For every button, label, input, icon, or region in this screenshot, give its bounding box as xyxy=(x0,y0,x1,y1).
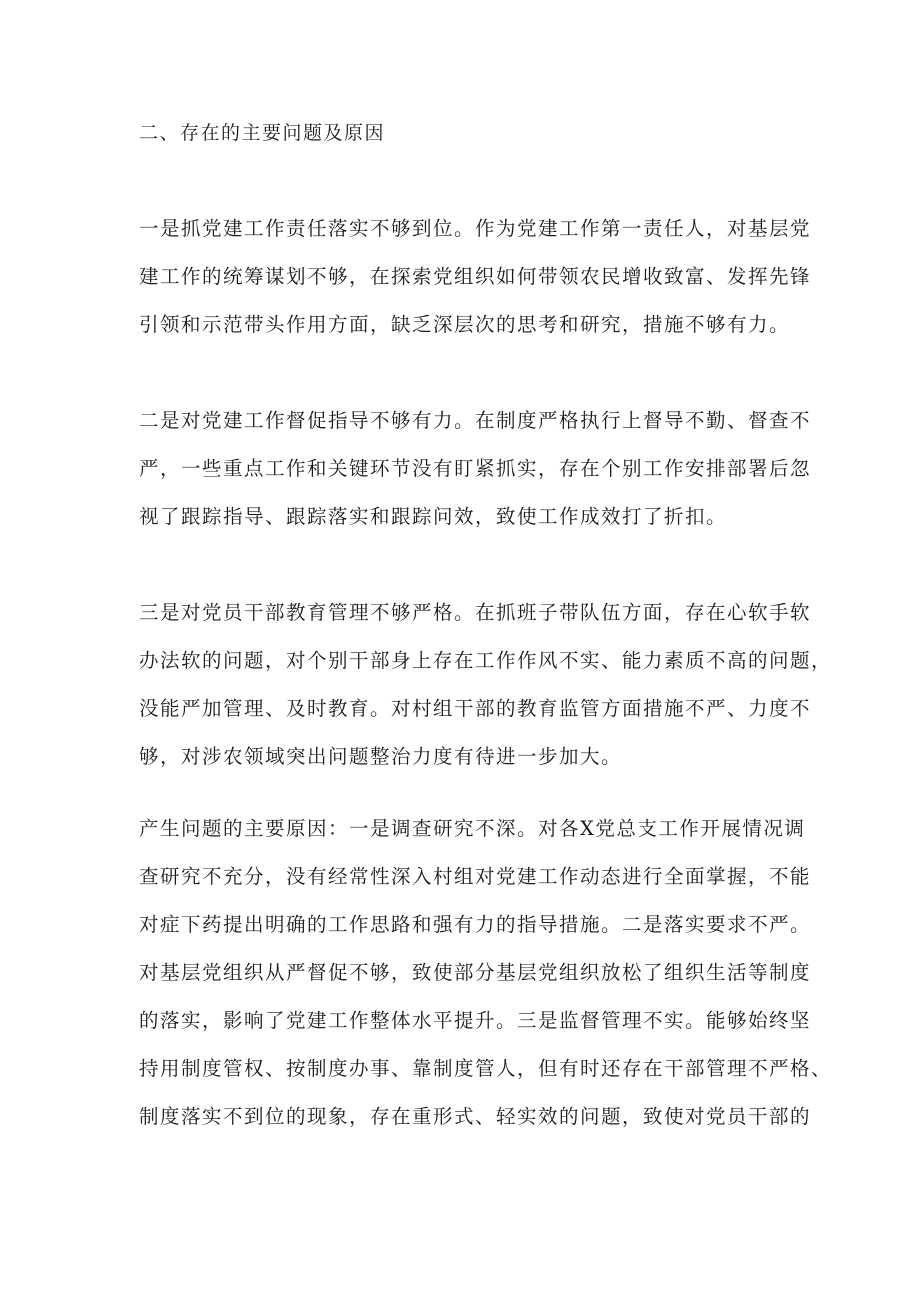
text-line: 的落实，影响了党建工作整体水平提升。三是监督管理不实。能够始终坚 xyxy=(139,1009,812,1032)
paragraph-responsibility xyxy=(139,205,811,349)
text-line: 引领和示范带头作用方面，缺乏深层次的思考和研究，措施不够有力。 xyxy=(139,313,791,336)
text-line: 查研究不充分，没有经常性深入村组对党建工作动态进行全面掌握，不能 xyxy=(139,865,812,888)
text-line: 二是对党建工作督促指导不够有力。在制度严格执行上督导不勤、督查不 xyxy=(139,409,812,432)
text-line: 对症下药提出明确的工作思路和强有力的指导措施。二是落实要求不严。 xyxy=(139,913,812,936)
text-line: 视了跟踪指导、跟踪落实和跟踪问效，致使工作成效打了折扣。 xyxy=(139,505,728,528)
paragraph-supervision xyxy=(139,397,811,541)
text-line: 严，一些重点工作和关键环节没有盯紧抓实，存在个别工作安排部署后忽 xyxy=(139,457,812,480)
section-heading: 二、存在的主要问题及原因 xyxy=(139,122,386,144)
text-line: 产生问题的主要原因：一是调查研究不深。对各X党总支工作开展情况调 xyxy=(139,817,806,840)
paragraph-causes xyxy=(139,805,832,1141)
text-line: 制度落实不到位的现象，存在重形式、轻实效的问题，致使对党员干部的 xyxy=(139,1105,812,1128)
text-line: 持用制度管权、按制度办事、靠制度管人，但有时还存在干部管理不严格、 xyxy=(139,1057,833,1080)
text-line: 建工作的统筹谋划不够，在探索党组织如何带领农民增收致富、发挥先锋 xyxy=(139,265,812,288)
text-line: 三是对党员干部教育管理不够严格。在抓班子带队伍方面，存在心软手软 xyxy=(139,601,812,624)
text-line: 对基层党组织从严督促不够，致使部分基层党组织放松了组织生活等制度 xyxy=(139,961,812,984)
paragraph-education xyxy=(139,589,832,781)
text-line: 办法软的问题，对个别干部身上存在工作作风不实、能力素质不高的问题， xyxy=(139,649,833,672)
text-line: 一是抓党建工作责任落实不够到位。作为党建工作第一责任人，对基层党 xyxy=(139,217,812,240)
text-line: 够，对涉农领域突出问题整治力度有待进一步加大。 xyxy=(139,745,623,768)
text-line: 没能严加管理、及时教育。对村组干部的教育监管方面措施不严、力度不 xyxy=(139,697,812,720)
